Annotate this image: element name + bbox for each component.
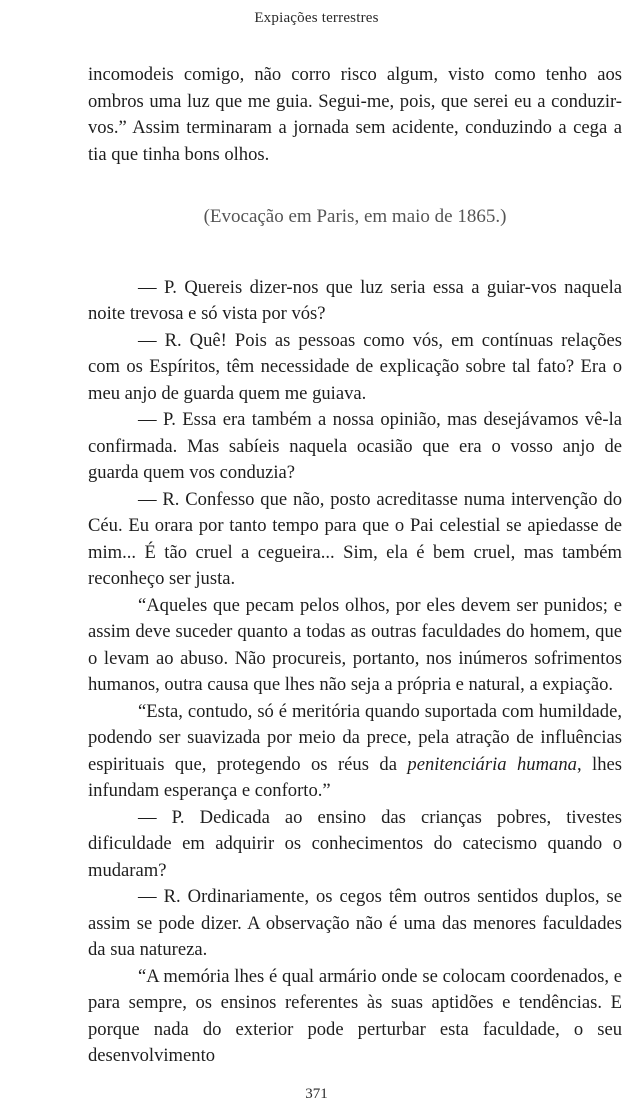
page-number: 371	[305, 1086, 328, 1102]
paragraph-question-1: — P. Quereis dizer-nos que luz seria essa a guiar-vos naquela noite trevosa e só vista por vós?	[88, 276, 622, 324]
text-segment: “Esta, contudo, só é meritória quando suportada com humildade, podendo ser suavizada por meio da prece, pela atração de influências espirituais que, protegendo os réus da	[88, 700, 622, 775]
body-text	[88, 62, 622, 1070]
paragraph-answer-2: — R. Confesso que não, posto acreditasse numa intervenção do Céu. Eu orara por tanto tempo para que o Pai celestial se apiedasse de mim... É tão cruel a cegueira... Sim, ela é bem cruel, mas também reconheço ser justa.	[88, 488, 622, 589]
paragraph-question-3: — P. Dedicada ao ensino das crianças pobres, tivestes dificuldade em adquirir os conhecimentos do catecismo quando o mudaram?	[88, 806, 622, 881]
paragraph-question-2: — P. Essa era também a nossa opinião, mas desejávamos vê-la confirmada. Mas sabíeis naquela ocasião que era o vosso anjo de guarda quem vos conduzia?	[88, 409, 622, 483]
paragraph-answer-2-cont-2	[88, 699, 622, 805]
paragraph-answer-1: — R. Quê! Pois as pessoas como vós, em contínuas relações com os Espíritos, têm necessidade de explicação sobre tal fato? Era o meu anjo de guarda quem me guiava.	[88, 329, 622, 404]
running-header: Expiações terrestres	[254, 10, 379, 26]
paragraph-answer-3: — R. Ordinariamente, os cegos têm outros sentidos duplos, se assim se pode dizer. A observação não é uma das menores faculdades da sua natureza.	[88, 886, 622, 960]
section-heading: (Evocação em Paris, em maio de 1865.)	[203, 206, 507, 227]
paragraph-answer-2-cont: “Aqueles que pecam pelos olhos, por eles devem ser punidos; e assim deve suceder quanto a todas as outras faculdades do homem, que o levam ao abuso. Não procureis, portanto, nos inúmeros sofrimentos humanos, outra causa que lhes não seja a própria e natural, a expiação.	[88, 594, 622, 695]
paragraph-answer-3-cont: “A memória lhes é qual armário onde se colocam coordenados, e para sempre, os ensinos referentes às suas aptidões e tendências. E porque nada do exterior pode perturbar esta faculdade, o seu desenvolvimento	[88, 965, 622, 1066]
text-segment: , lhes infundam esperança e conforto.”	[88, 753, 623, 801]
italic-phrase: penitenciária humana	[407, 753, 577, 775]
paragraph-continuation: incomodeis comigo, não corro risco algum, visto como tenho aos ombros uma luz que me guia. Segui-me, pois, que serei eu a conduzir-vos.” Assim terminaram a jornada sem acidente, conduzindo a cega a tia que tinha bons olhos.	[88, 64, 622, 165]
